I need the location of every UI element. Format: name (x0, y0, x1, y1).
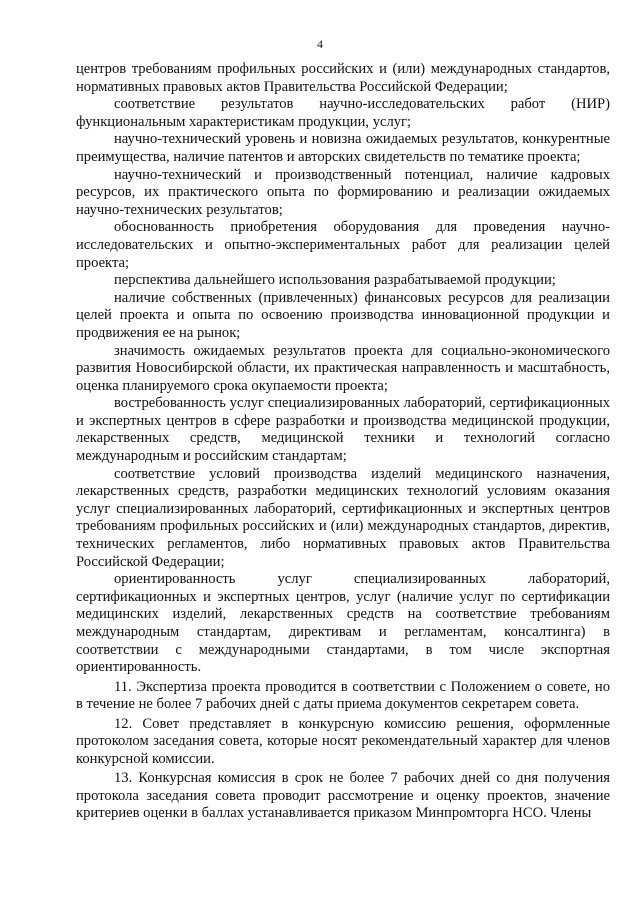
criterion-conditions: соответствие условий производства изделий медицинского назначения, лекарственных средств, разработки медицинских технологий условиям оказания услуг специализированных лабораторий, сертификационных и экспертных центров требованиям профильных российских и (или) международных стандартов, директив, технических регламентов, либо нормативных правовых актов Правительства Российской Федерации; (76, 465, 610, 570)
clause-12: 12. Совет представляет в конкурсную комиссию решения, оформленные протоколом заседания совета, которые носят рекомендательный характер для членов конкурсной комиссии. (76, 715, 610, 767)
paragraph-continuation: центров требованиям профильных российских и (или) международных стандартов, нормативных правовых актов Правительства Российской Федерации; (76, 61, 610, 95)
criterion-equipment: обоснованность приобретения оборудования для проведения научно-исследовательских и опытно-экспериментальных работ для реализации целей проекта; (76, 219, 610, 271)
criterion-demand: востребованность услуг специализированных лабораторий, сертификационных и экспертных центров в сфере разработки и производства медицинской продукции, лекарственных средств, медицинской техники и технологий согласно международным и российским стандартам; (76, 395, 610, 465)
criterion-orientation: ориентированность услуг специализированных лабораторий, сертификационных и экспертных центров, услуг (наличие услуг по сертификации медицинских изделий, лекарственных средств на соответствие требованиям международным стандартам, директивам и регламентам, консалтинга) в соответствии с международными стандартами, в том числе экспортная ориентированность. (76, 571, 610, 676)
criterion-novelty: научно-технический уровень и новизна ожидаемых результатов, конкурентные преимущества, наличие патентов и авторских свидетельств по тематике проекта; (76, 131, 610, 165)
document-body (76, 61, 610, 823)
criterion-financial-resources: наличие собственных (привлеченных) финансовых ресурсов для реализации целей проекта и опыта по освоению производства инновационной продукции и продвижения ее на рынок; (76, 289, 610, 341)
clause-13: 13. Конкурсная комиссия в срок не более 7 рабочих дней со дня получения протокола заседания совета проводит рассмотрение и оценку проектов, значение критериев оценки в баллах устанавливается приказом Минпромторга НСО. Члены (76, 770, 610, 822)
criterion-perspective: перспектива дальнейшего использования разрабатываемой продукции; (114, 272, 556, 289)
criterion-potential: научно-технический и производственный потенциал, наличие кадровых ресурсов, их практического опыта по формированию и реализации ожидаемых научно-технических результатов; (76, 166, 610, 218)
page-number: 4 (317, 37, 323, 51)
clause-11: 11. Экспертиза проекта проводится в соответствии с Положением о совете, но в течение не более 7 рабочих дней с даты приема документов секретарем совета. (76, 678, 610, 713)
criterion-nir-results: соответствие результатов научно-исследовательских работ (НИР) функциональным характеристикам продукции, услуг; (76, 96, 610, 130)
criterion-significance: значимость ожидаемых результатов проекта для социально-экономического развития Новосибирской области, их практическая направленность и масштабность, оценка планируемого срока окупаемости проекта; (76, 342, 610, 394)
